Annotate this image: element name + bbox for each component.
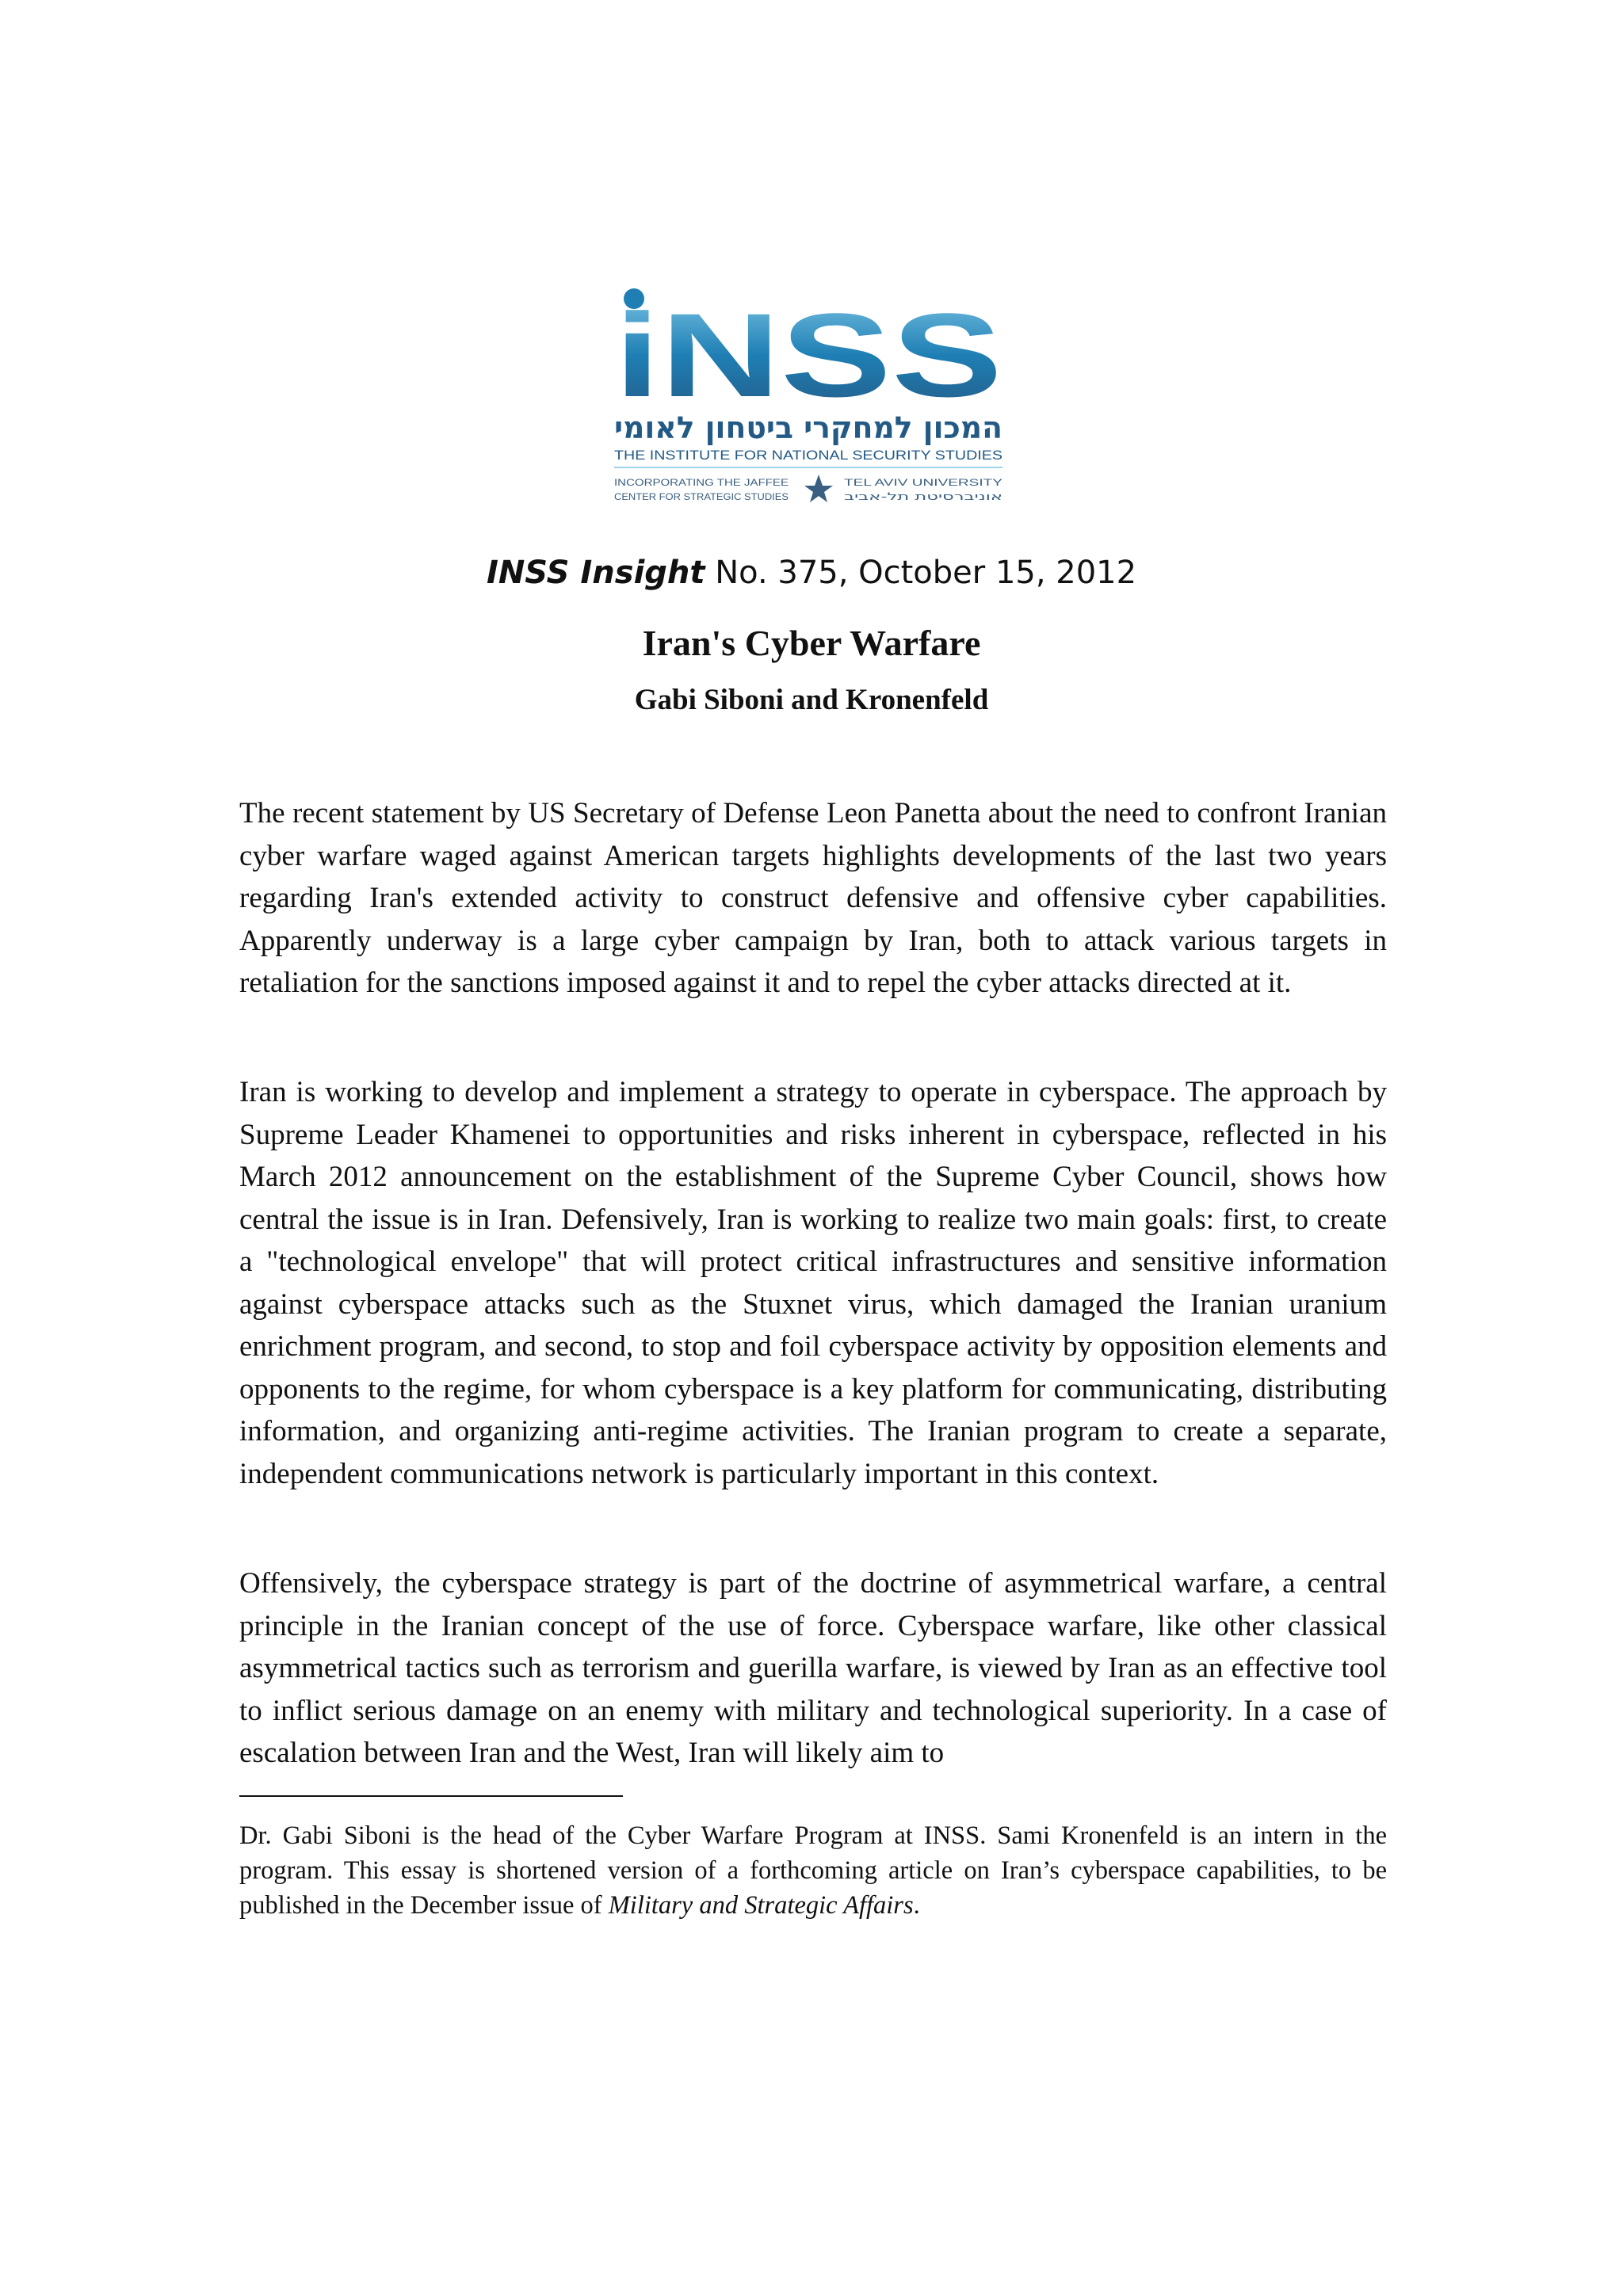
logo-tau-line2: אוניברסיטת תל-אביב bbox=[844, 491, 1002, 503]
logo-english-name: THE INSTITUTE FOR NATIONAL SECURITY STUDIES bbox=[614, 448, 1002, 463]
tau-emblem-icon bbox=[804, 475, 833, 502]
footnote-text: Dr. Gabi Siboni is the head of the Cyber Warfare Program at INSS. Sami Kronenfeld is an intern in the program. This essay is shortened version of a forthcoming article on Iran’s cyberspace capabilities, to be published in the December issue of bbox=[239, 1821, 1387, 1920]
article-authors: Gabi Siboni and Kronenfeld bbox=[634, 684, 989, 716]
footnote-separator bbox=[239, 1795, 623, 1797]
paragraph-3: Offensively, the cyberspace strategy is part of the doctrine of asymmetrical warfare, a central principle in the Iranian concept of the use of force. Cyberspace warfare, like other classical asymmetrical tactics such as terrorism and guerilla warfare, is viewed by Iran as an effective tool to inflict serious damage on an enemy with military and technological superiority. In a case of escalation between Iran and the West, Iran will likely aim to bbox=[239, 1567, 1387, 1769]
insight-issue-line bbox=[0, 555, 1623, 591]
footnote bbox=[239, 1818, 1387, 1923]
article-title: Iran's Cyber Warfare bbox=[642, 623, 981, 663]
footnote-end: . bbox=[913, 1891, 920, 1920]
logo-hebrew-name: המכון למחקרי ביטחון לאומי bbox=[614, 410, 1002, 445]
logo-wordmark: iNSS bbox=[614, 288, 1002, 421]
inss-logo bbox=[610, 281, 1006, 519]
logo-jaffee-line2: CENTER FOR STRATEGIC STUDIES bbox=[614, 491, 789, 502]
paragraph-1: The recent statement by US Secretary of Defense Leon Panetta about the need to confront Iranian cyber warfare waged against American targets highlights developments of the last two years regarding Iran's extended activity to construct defensive and offensive cyber capabilities. Apparently underway is a large cyber campaign by Iran, both to attack various targets in retaliation for the sanctions imposed against it and to repel the cyber attacks directed at it. bbox=[239, 797, 1387, 999]
logo-jaffee-line1: INCORPORATING THE JAFFEE bbox=[614, 477, 789, 488]
logo-tau-line1: TEL AVIV UNIVERSITY bbox=[844, 477, 1002, 488]
footnote-journal: Military and Strategic Affairs bbox=[608, 1891, 914, 1920]
series-name: INSS Insight bbox=[486, 555, 705, 591]
paragraph-2: Iran is working to develop and implement a strategy to operate in cyberspace. The approach by Supreme Leader Khamenei to opportunities and risks inherent in cyberspace, reflected in his March 2012 announcement on the establishment of the Supreme Cyber Council, shows how central the issue is in Iran. Defensively, Iran is working to realize two main goals: first, to create a "technological envelope" that will protect critical infrastructures and sensitive information against cyberspace attacks such as the Stuxnet virus, which damaged the Iranian uranium enrichment program, and second, to stop and foil cyberspace activity by opposition elements and opponents to the regime, for whom cyberspace is a key platform for communicating, distributing information, and organizing anti-regime activities. The Iranian program to create a separate, independent communications network is particularly important in this context. bbox=[239, 1076, 1387, 1490]
issue-date: No. 375, October 15, 2012 bbox=[705, 555, 1137, 591]
